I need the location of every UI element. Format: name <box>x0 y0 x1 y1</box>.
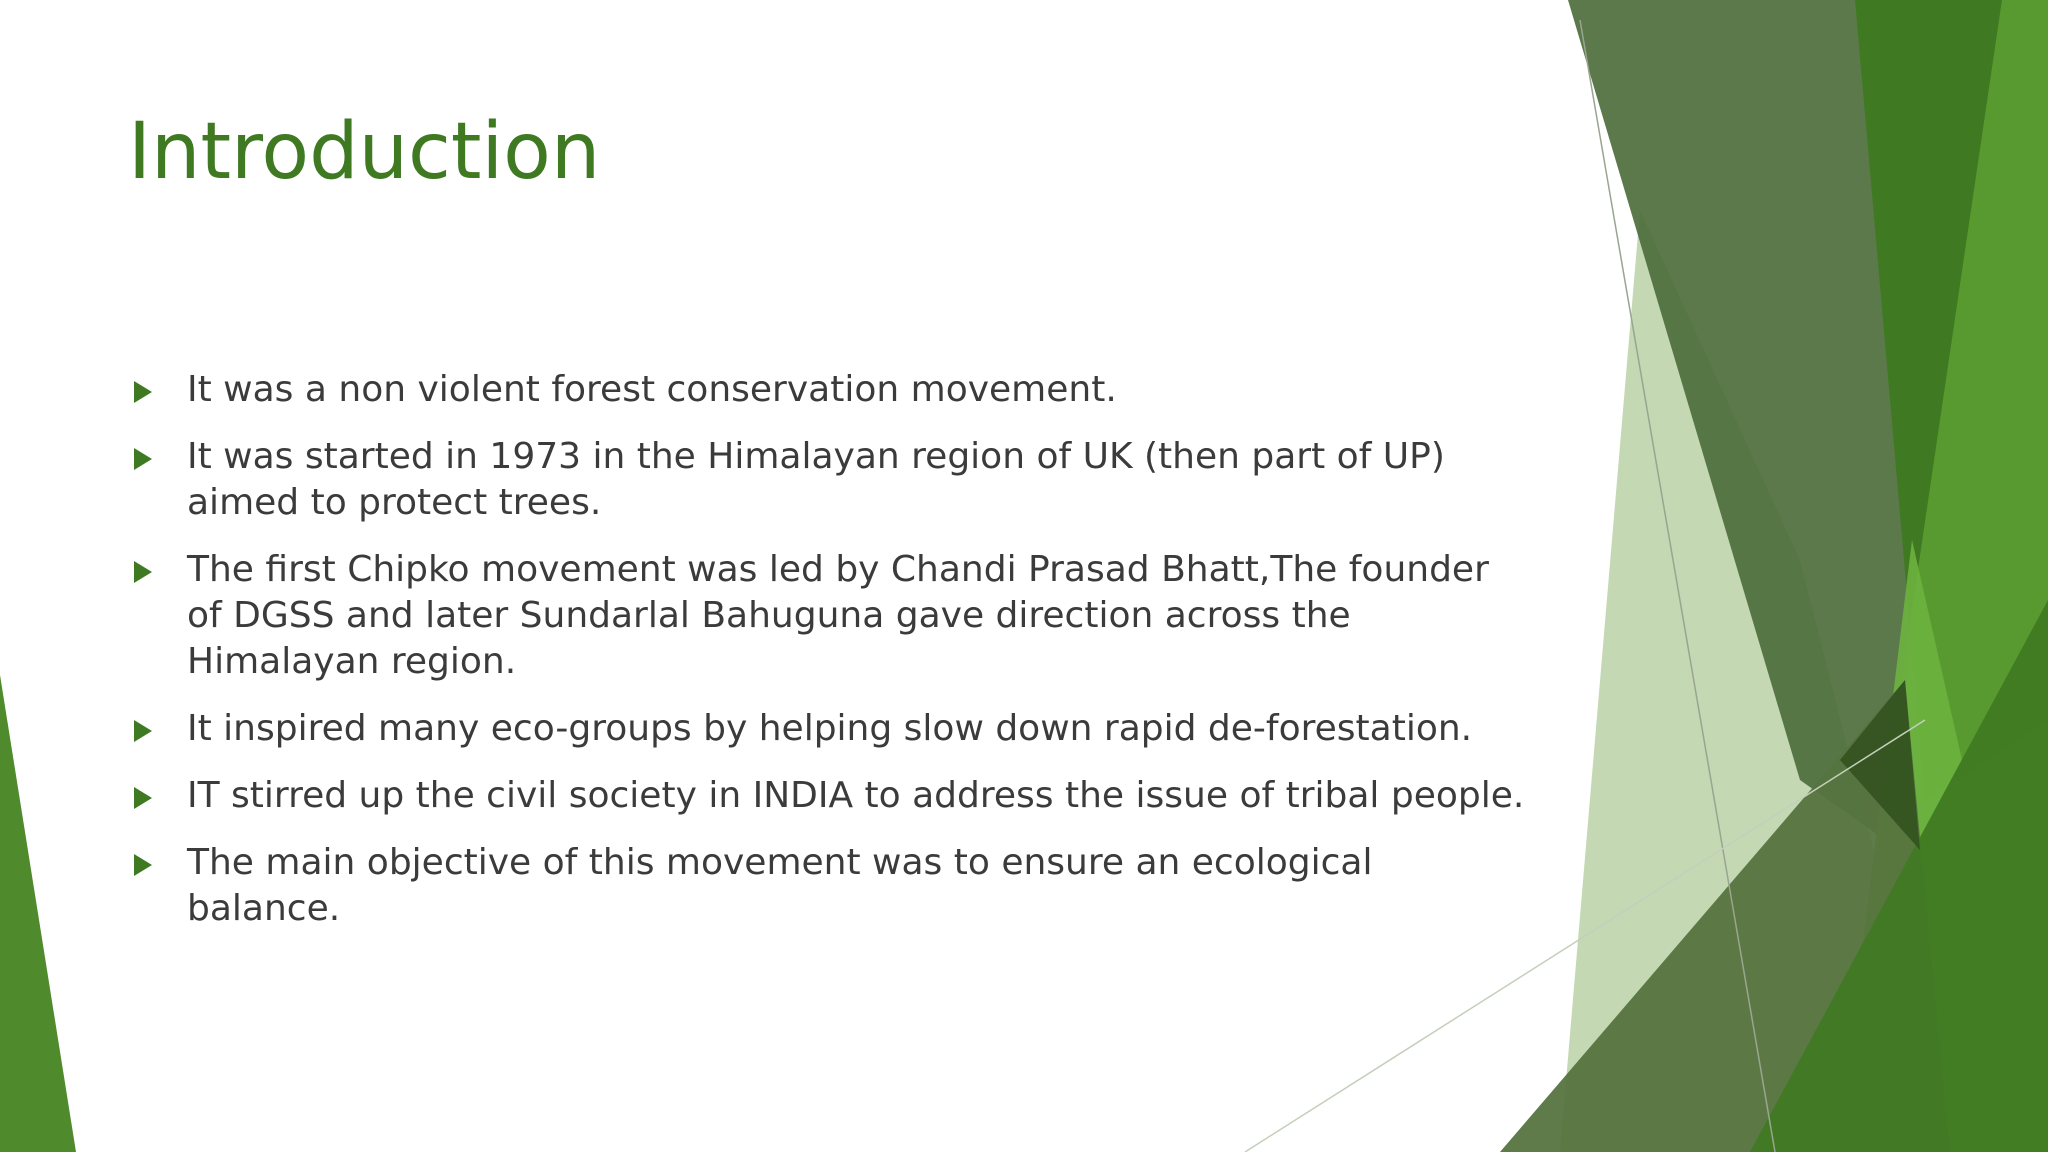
bullet-text: The main objective of this movement was to ensure an ecological balance. <box>187 842 1373 929</box>
bullet-item <box>128 706 1528 752</box>
bullet-text: The first Chipko movement was led by Chandi Prasad Bhatt,The founder of DGSS and later Sundarlal Bahuguna gave direction across the Himalayan region. <box>187 549 1489 682</box>
bullet-item <box>128 367 1528 413</box>
bullet-item <box>128 547 1528 685</box>
bullet-list <box>128 367 1528 953</box>
bullet-item <box>128 434 1528 526</box>
slide-title: Introduction <box>128 107 601 197</box>
bullet-arrow-icon <box>134 448 152 470</box>
bullet-arrow-icon <box>134 720 152 742</box>
bullet-arrow-icon <box>134 561 152 583</box>
bullet-text: It was a non violent forest conservation movement. <box>187 369 1117 410</box>
bullet-text: It was started in 1973 in the Himalayan region of UK (then part of UP) aimed to protect trees. <box>187 436 1445 523</box>
bullet-arrow-icon <box>134 381 152 403</box>
bullet-item <box>128 773 1528 819</box>
bullet-text: It inspired many eco-groups by helping slow down rapid de-forestation. <box>187 708 1473 749</box>
bullet-text: IT stirred up the civil society in INDIA to address the issue of tribal people. <box>187 775 1525 816</box>
bullet-item <box>128 840 1528 932</box>
left-green-facet <box>0 675 76 1152</box>
bullet-arrow-icon <box>134 787 152 809</box>
bullet-arrow-icon <box>134 854 152 876</box>
